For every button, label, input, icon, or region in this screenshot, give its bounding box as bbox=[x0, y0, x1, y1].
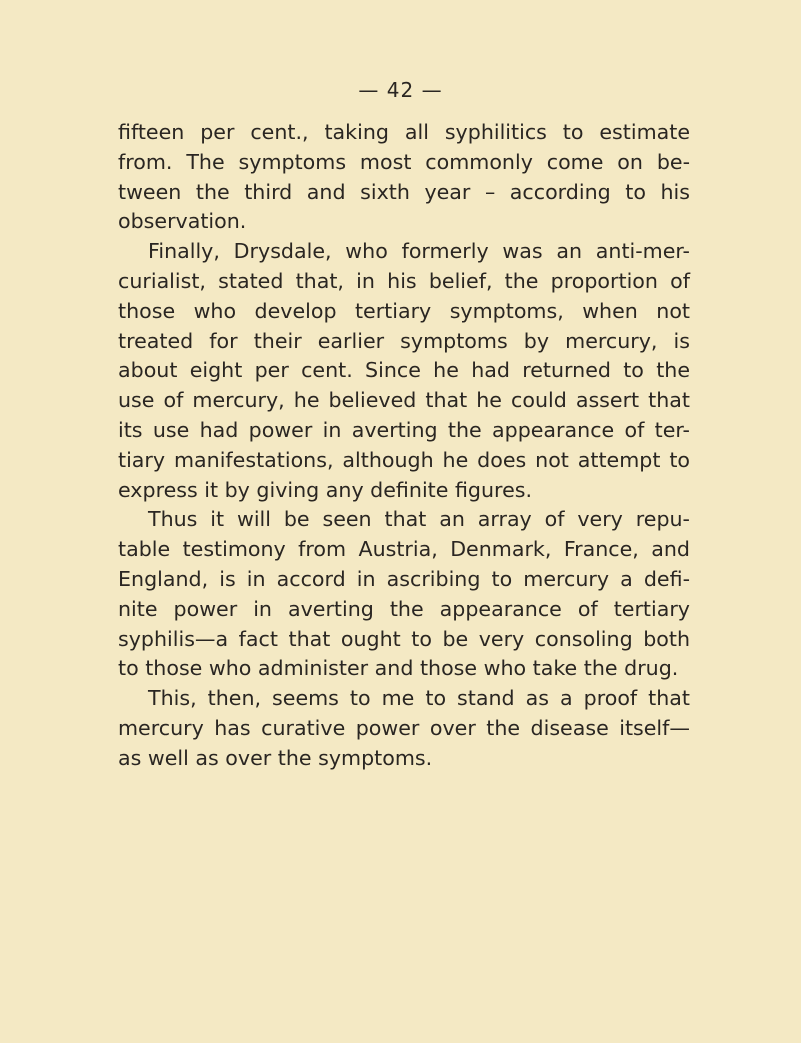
text-line: tween the third and sixth year – according to his bbox=[118, 179, 690, 204]
text-line: its use had power in averting the appearance of ter- bbox=[118, 417, 690, 442]
text-line: Thus it will be seen that an array of very repu- bbox=[148, 507, 690, 532]
text-line: express it by giving any definite figures. bbox=[118, 477, 533, 502]
text-line: treated for their earlier symptoms by mercury, is bbox=[118, 328, 690, 353]
text-line: fifteen per cent., taking all syphilitics to estimate bbox=[118, 120, 690, 144]
text-line: mercury has curative power over the disease itself— bbox=[118, 715, 690, 740]
text-line: to those who administer and those who take the drug. bbox=[118, 656, 679, 681]
text-line: about eight per cent. Since he had returned to the bbox=[118, 358, 690, 383]
text-line: use of mercury, he believed that he could assert that bbox=[118, 388, 690, 413]
text-line: as well as over the symptoms. bbox=[118, 745, 433, 770]
text-line: from. The symptoms most commonly come on be- bbox=[118, 149, 690, 174]
text-line: nite power in averting the appearance of tertiary bbox=[118, 596, 690, 621]
text-line: Finally, Drysdale, who formerly was an anti-mer- bbox=[148, 239, 690, 264]
page-number: — 42 — bbox=[358, 78, 443, 102]
text-line: those who develop tertiary symptoms, when not bbox=[118, 298, 690, 323]
text-line: curialist, stated that, in his belief, the proportion of bbox=[118, 268, 690, 293]
text-line: tiary manifestations, although he does not attempt to bbox=[118, 447, 690, 472]
text-line: This, then, seems to me to stand as a proof that bbox=[148, 686, 690, 711]
text-line: table testimony from Austria, Denmark, France, and bbox=[118, 537, 690, 562]
text-line: England, is in accord in ascribing to mercury a defi- bbox=[118, 566, 690, 591]
text-line: observation. bbox=[118, 209, 247, 234]
text-line: syphilis—a fact that ought to be very consoling both bbox=[118, 626, 690, 651]
body-text bbox=[118, 118, 690, 774]
